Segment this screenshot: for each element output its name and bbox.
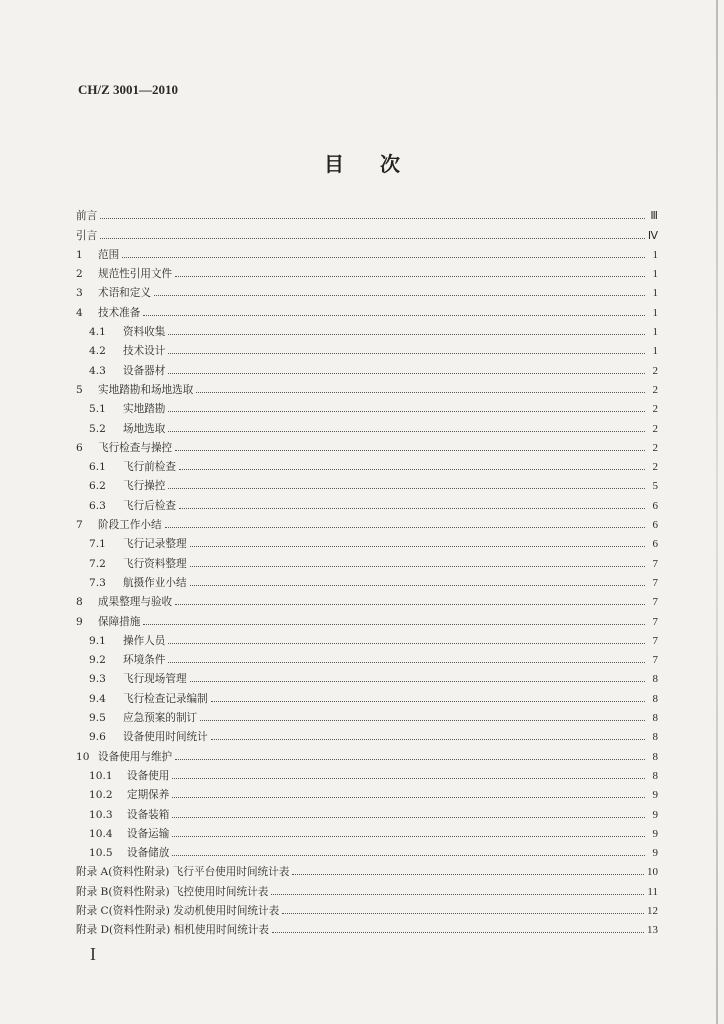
toc-entry-page: 8 bbox=[652, 769, 658, 782]
toc-entry-number: 9.3 bbox=[89, 673, 106, 686]
toc-leader-dots bbox=[143, 620, 645, 625]
toc-entry-page: 2 bbox=[652, 461, 658, 474]
toc-entry-page: 8 bbox=[652, 750, 658, 763]
toc-leader-dots bbox=[154, 291, 645, 296]
toc-entry-number: 9 bbox=[76, 615, 83, 628]
toc-leader-dots bbox=[168, 330, 645, 335]
toc-entry[interactable] bbox=[76, 261, 658, 280]
toc-entry-number: 10.4 bbox=[89, 827, 113, 840]
toc-entry-number: 7.3 bbox=[89, 576, 106, 589]
toc-entry[interactable] bbox=[76, 531, 658, 550]
toc-entry[interactable] bbox=[76, 763, 658, 782]
toc-leader-dots bbox=[172, 851, 645, 856]
toc-entry-page: 6 bbox=[652, 519, 658, 532]
toc-entry-label: 设备装箱 bbox=[127, 808, 170, 821]
toc-leader-dots bbox=[100, 214, 645, 219]
toc-entry-page: 13 bbox=[647, 924, 658, 937]
toc-entry-label: 成果整理与验收 bbox=[98, 596, 173, 609]
standard-code: CH/Z 3001—2010 bbox=[78, 82, 179, 97]
toc-leader-dots bbox=[172, 774, 645, 779]
toc-entry-number: 5.2 bbox=[89, 422, 106, 435]
toc-entry-label: 技术准备 bbox=[98, 306, 141, 319]
toc-entry[interactable] bbox=[76, 377, 658, 396]
toc-entry[interactable] bbox=[76, 203, 658, 222]
toc-entry[interactable] bbox=[76, 840, 658, 859]
toc-entry[interactable] bbox=[76, 898, 658, 917]
toc-entry-label: 飞行后检查 bbox=[123, 499, 176, 512]
toc-entry-page: 8 bbox=[652, 731, 658, 744]
toc-entry-label: 保障措施 bbox=[98, 615, 141, 628]
toc-entry-page: 1 bbox=[652, 268, 658, 281]
toc-entry-page: 6 bbox=[652, 499, 658, 512]
toc-entry[interactable] bbox=[76, 550, 658, 569]
toc-entry-number: 8 bbox=[76, 596, 83, 609]
toc-entry[interactable] bbox=[76, 473, 658, 492]
page-title: 目次 bbox=[324, 152, 436, 176]
toc-entry-number: 2 bbox=[76, 268, 83, 281]
toc-leader-dots bbox=[211, 697, 645, 702]
toc-leader-dots bbox=[172, 832, 645, 837]
toc-entry[interactable] bbox=[76, 705, 658, 724]
toc-entry[interactable] bbox=[76, 512, 658, 531]
toc-entry-page: 2 bbox=[652, 441, 658, 454]
toc-leader-dots bbox=[168, 639, 645, 644]
toc-entry[interactable] bbox=[76, 628, 658, 647]
toc-entry[interactable] bbox=[76, 608, 658, 627]
toc-leader-dots bbox=[175, 600, 645, 605]
toc-entry-label: 规范性引用文件 bbox=[98, 268, 173, 281]
toc-leader-dots bbox=[100, 234, 645, 239]
toc-entry-label: 资料收集 bbox=[123, 326, 166, 339]
toc-leader-dots bbox=[292, 870, 644, 875]
toc-entry[interactable] bbox=[76, 280, 658, 299]
toc-entry-page: 1 bbox=[652, 287, 658, 300]
toc-entry[interactable] bbox=[76, 647, 658, 666]
toc-leader-dots bbox=[282, 909, 644, 914]
toc-leader-dots bbox=[122, 253, 645, 258]
toc-entry-label: 飞行检查记录编制 bbox=[123, 692, 208, 705]
toc-leader-dots bbox=[175, 272, 645, 277]
toc-entry[interactable] bbox=[76, 299, 658, 318]
toc-entry-number: 6 bbox=[76, 441, 83, 454]
toc-leader-dots bbox=[168, 427, 645, 432]
toc-entry[interactable] bbox=[76, 685, 658, 704]
toc-entry-number: 7.2 bbox=[89, 557, 106, 570]
toc-entry[interactable] bbox=[76, 222, 658, 241]
toc-entry[interactable] bbox=[76, 570, 658, 589]
toc-entry[interactable] bbox=[76, 338, 658, 357]
toc-entry-page: 7 bbox=[652, 615, 658, 628]
toc-leader-dots bbox=[143, 311, 645, 316]
toc-leader-dots bbox=[172, 813, 645, 818]
toc-entry-page: 1 bbox=[652, 306, 658, 319]
toc-entry-page: 7 bbox=[652, 596, 658, 609]
toc-leader-dots bbox=[175, 755, 645, 760]
toc-leader-dots bbox=[190, 677, 645, 682]
toc-entry[interactable] bbox=[76, 319, 658, 338]
toc-leader-dots bbox=[272, 928, 644, 933]
toc-entry-label: 飞行操控 bbox=[123, 480, 166, 493]
toc-entry[interactable] bbox=[76, 724, 658, 743]
toc-entry[interactable] bbox=[76, 492, 658, 511]
toc-entry-page: 8 bbox=[652, 712, 658, 725]
toc-leader-dots bbox=[196, 388, 645, 393]
toc-entry-number: 5.1 bbox=[89, 403, 106, 416]
toc-leader-dots bbox=[175, 446, 645, 451]
toc-entry-label: 前言 bbox=[76, 210, 98, 223]
toc-entry-number: 9.2 bbox=[89, 654, 106, 667]
toc-entry-label: 环境条件 bbox=[123, 654, 166, 667]
toc-entry[interactable] bbox=[76, 743, 658, 762]
toc-leader-dots bbox=[165, 523, 645, 528]
toc-entry[interactable] bbox=[76, 801, 658, 820]
toc-entry-label: 飞行资料整理 bbox=[123, 557, 187, 570]
toc-entry-page: 1 bbox=[652, 345, 658, 358]
toc-entry-label: 附录 B(资料性附录) 飞控使用时间统计表 bbox=[76, 885, 269, 898]
table-of-contents bbox=[76, 203, 658, 936]
toc-entry-label: 操作人员 bbox=[123, 634, 166, 647]
toc-entry-label: 附录 A(资料性附录) 飞行平台使用时间统计表 bbox=[76, 866, 290, 879]
toc-entry-label: 应急预案的制订 bbox=[123, 712, 198, 725]
toc-entry-label: 引言 bbox=[76, 229, 98, 242]
toc-entry-number: 1 bbox=[76, 248, 83, 261]
toc-entry-number: 3 bbox=[76, 287, 83, 300]
toc-leader-dots bbox=[168, 658, 645, 663]
toc-entry-label: 设备储放 bbox=[127, 847, 170, 860]
toc-entry-page: 10 bbox=[647, 866, 658, 879]
toc-entry-page: 11 bbox=[647, 885, 658, 898]
toc-entry-page: 12 bbox=[647, 904, 658, 917]
toc-leader-dots bbox=[168, 369, 645, 374]
toc-entry-label: 术语和定义 bbox=[98, 287, 151, 300]
toc-leader-dots bbox=[179, 465, 645, 470]
toc-entry-label: 范围 bbox=[98, 248, 120, 261]
toc-leader-dots bbox=[190, 581, 645, 586]
toc-leader-dots bbox=[190, 542, 645, 547]
page-number: I bbox=[90, 944, 96, 964]
toc-entry[interactable] bbox=[76, 821, 658, 840]
toc-entry-label: 设备运输 bbox=[127, 827, 170, 840]
toc-entry[interactable] bbox=[76, 242, 658, 261]
toc-entry-page: 2 bbox=[652, 422, 658, 435]
toc-entry-number: 9.1 bbox=[89, 634, 106, 647]
toc-entry-number: 6.3 bbox=[89, 499, 106, 512]
toc-entry[interactable] bbox=[76, 878, 658, 897]
toc-entry-number: 4.3 bbox=[89, 364, 106, 377]
toc-entry-label: 技术设计 bbox=[123, 345, 166, 358]
toc-entry-page: 5 bbox=[652, 480, 658, 493]
toc-entry-page: 9 bbox=[652, 789, 658, 802]
toc-entry-page: 9 bbox=[652, 827, 658, 840]
toc-entry-number: 4 bbox=[76, 306, 83, 319]
toc-entry-number: 10.1 bbox=[89, 769, 113, 782]
page-edge bbox=[716, 0, 718, 1024]
toc-entry[interactable] bbox=[76, 859, 658, 878]
toc-leader-dots bbox=[168, 349, 645, 354]
toc-entry-label: 实地踏勘 bbox=[123, 403, 166, 416]
toc-entry-page: 9 bbox=[652, 808, 658, 821]
toc-entry-label: 附录 D(资料性附录) 相机使用时间统计表 bbox=[76, 924, 269, 937]
toc-entry[interactable] bbox=[76, 454, 658, 473]
toc-entry-label: 阶段工作小结 bbox=[98, 519, 162, 532]
toc-entry-label: 飞行现场管理 bbox=[123, 673, 187, 686]
toc-entry-number: 7 bbox=[76, 519, 83, 532]
toc-entry-page: 7 bbox=[652, 634, 658, 647]
toc-entry-number: 10.2 bbox=[89, 789, 113, 802]
toc-entry-label: 设备使用时间统计 bbox=[123, 731, 208, 744]
toc-leader-dots bbox=[168, 484, 645, 489]
toc-entry-label: 飞行检查与操控 bbox=[98, 441, 173, 454]
toc-entry[interactable] bbox=[76, 357, 658, 376]
toc-entry-page: 7 bbox=[652, 557, 658, 570]
toc-entry-page: 6 bbox=[652, 538, 658, 551]
toc-entry-number: 4.1 bbox=[89, 326, 106, 339]
toc-entry-number: 10 bbox=[76, 750, 90, 763]
toc-entry-label: 航摄作业小结 bbox=[123, 576, 187, 589]
toc-entry-page: 2 bbox=[652, 364, 658, 377]
toc-entry-label: 设备使用 bbox=[127, 769, 170, 782]
toc-entry[interactable] bbox=[76, 666, 658, 685]
toc-entry[interactable] bbox=[76, 782, 658, 801]
toc-leader-dots bbox=[200, 716, 645, 721]
toc-entry[interactable] bbox=[76, 435, 658, 454]
toc-entry[interactable] bbox=[76, 415, 658, 434]
toc-entry-number: 9.5 bbox=[89, 712, 106, 725]
toc-entry[interactable] bbox=[76, 396, 658, 415]
toc-entry-label: 飞行前检查 bbox=[123, 461, 176, 474]
toc-entry-page: 2 bbox=[652, 403, 658, 416]
toc-entry-page: 2 bbox=[652, 383, 658, 396]
toc-leader-dots bbox=[179, 504, 645, 509]
toc-entry-page: 1 bbox=[652, 248, 658, 261]
toc-entry-label: 附录 C(资料性附录) 发动机使用时间统计表 bbox=[76, 904, 280, 917]
toc-entry-label: 实地踏勘和场地选取 bbox=[98, 383, 194, 396]
toc-entry-number: 6.1 bbox=[89, 461, 106, 474]
toc-entry-number: 7.1 bbox=[89, 538, 106, 551]
toc-entry-number: 9.4 bbox=[89, 692, 106, 705]
toc-entry[interactable] bbox=[76, 589, 658, 608]
toc-entry-number: 10.3 bbox=[89, 808, 113, 821]
toc-leader-dots bbox=[168, 407, 645, 412]
toc-entry-label: 设备器材 bbox=[123, 364, 166, 377]
toc-entry-page: 8 bbox=[652, 692, 658, 705]
toc-leader-dots bbox=[190, 562, 645, 567]
toc-entry-label: 定期保养 bbox=[127, 789, 170, 802]
toc-entry-page: 9 bbox=[652, 847, 658, 860]
toc-entry-page: 1 bbox=[652, 326, 658, 339]
toc-entry-number: 10.5 bbox=[89, 847, 113, 860]
toc-entry-page: 7 bbox=[652, 576, 658, 589]
toc-entry-number: 5 bbox=[76, 383, 83, 396]
toc-leader-dots bbox=[271, 890, 644, 895]
toc-entry-label: 设备使用与维护 bbox=[98, 750, 173, 763]
toc-entry-label: 场地选取 bbox=[123, 422, 166, 435]
toc-entry-page: 8 bbox=[652, 673, 658, 686]
toc-entry-number: 9.6 bbox=[89, 731, 106, 744]
toc-entry-page: Ⅳ bbox=[647, 229, 658, 242]
toc-leader-dots bbox=[172, 793, 645, 798]
toc-entry-number: 4.2 bbox=[89, 345, 106, 358]
toc-entry-page: Ⅲ bbox=[650, 210, 658, 223]
toc-entry-label: 飞行记录整理 bbox=[123, 538, 187, 551]
toc-entry[interactable] bbox=[76, 917, 658, 936]
toc-entry-number: 6.2 bbox=[89, 480, 106, 493]
toc-entry-page: 7 bbox=[652, 654, 658, 667]
toc-leader-dots bbox=[211, 735, 645, 740]
